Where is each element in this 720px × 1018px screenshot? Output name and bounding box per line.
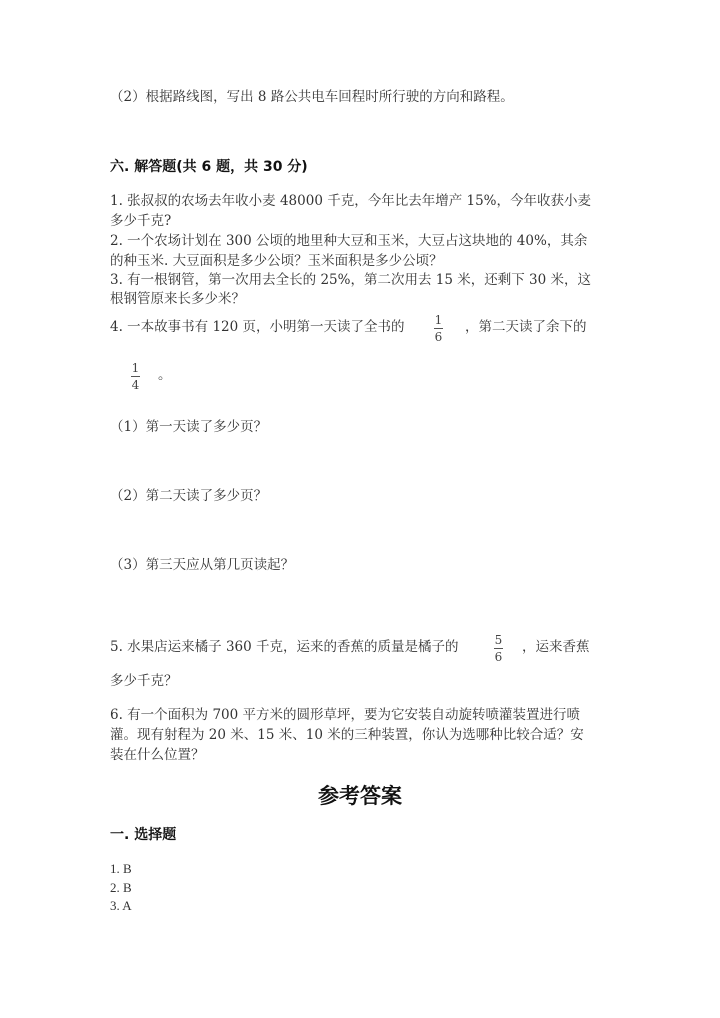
answer-item: 1. B bbox=[110, 861, 132, 876]
q3-line1: 3. 有一根钢管，第一次用去全长的 25%，第二次用去 15 米，还剩下 30 米，这 bbox=[110, 272, 591, 288]
section6-heading: 六. 解答题(共 6 题，共 30 分) bbox=[110, 159, 308, 175]
fraction-denominator: 6 bbox=[494, 650, 503, 664]
answer-item: 2. B bbox=[110, 880, 132, 895]
q4-sub2: （2）第二天读了多少页？ bbox=[110, 488, 268, 504]
q2-line2: 的种玉米. 大豆面积是多少公顷？玉米面积是多少公顷？ bbox=[110, 253, 443, 269]
q1-line2: 多少千克? bbox=[110, 213, 172, 229]
fraction-numerator: 1 bbox=[434, 313, 443, 327]
fraction-numerator: 5 bbox=[494, 633, 503, 647]
fraction-bar bbox=[434, 328, 443, 329]
q6-line1: 6. 有一个面积为 700 平方米的圆形草坪，要为它安装自动旋转喷灌装置进行喷 bbox=[110, 707, 581, 723]
q1-line1: 1. 张叔叔的农场去年收小麦 48000 千克，今年比去年增产 15%，今年收获小麦 bbox=[110, 193, 591, 209]
fraction-bar bbox=[131, 376, 140, 377]
q3-line2: 根钢管原来长多少米？ bbox=[110, 291, 245, 307]
q4-sub1: （1）第一天读了多少页？ bbox=[110, 419, 268, 435]
fraction-numerator: 1 bbox=[131, 361, 140, 375]
q4-text-after: ，第二天读了余下的 bbox=[465, 319, 587, 335]
q5-text-before: 5. 水果店运来橘子 360 千克，运来的香蕉的质量是橘子的 bbox=[110, 639, 459, 655]
q2-line1: 2. 一个农场计划在 300 公顷的地里种大豆和玉米，大豆占这块地的 40%，其余 bbox=[110, 233, 588, 249]
q5-fraction-5-6 bbox=[494, 634, 503, 664]
answers-section1-heading: 一. 选择题 bbox=[110, 827, 177, 843]
q4-end: 。 bbox=[158, 367, 172, 383]
q4-sub3: （3）第三天应从第几页读起？ bbox=[110, 557, 295, 573]
q6-line2: 灌。现有射程为 20 米、15 米、10 米的三种装置，你认为选哪种比较合适？安 bbox=[110, 727, 584, 743]
q4-fraction-1-6 bbox=[434, 314, 443, 344]
fraction-denominator: 4 bbox=[131, 378, 140, 392]
q5-text-after: ，运来香蕉 bbox=[522, 639, 590, 655]
fraction-bar bbox=[494, 648, 503, 649]
prev-question-sub2: （2）根据路线图，写出 8 路公共电车回程时所行驶的方向和路程。 bbox=[110, 89, 514, 105]
q4-fraction-1-4 bbox=[131, 362, 140, 392]
answer-item: 3. A bbox=[110, 898, 132, 913]
q4-text-before: 4. 一本故事书有 120 页，小明第一天读了全书的 bbox=[110, 319, 405, 335]
fraction-denominator: 6 bbox=[434, 330, 443, 344]
q5-line2: 多少千克？ bbox=[110, 673, 178, 689]
answers-title: 参考答案 bbox=[318, 784, 402, 808]
q6-line3: 装在什么位置？ bbox=[110, 747, 205, 763]
